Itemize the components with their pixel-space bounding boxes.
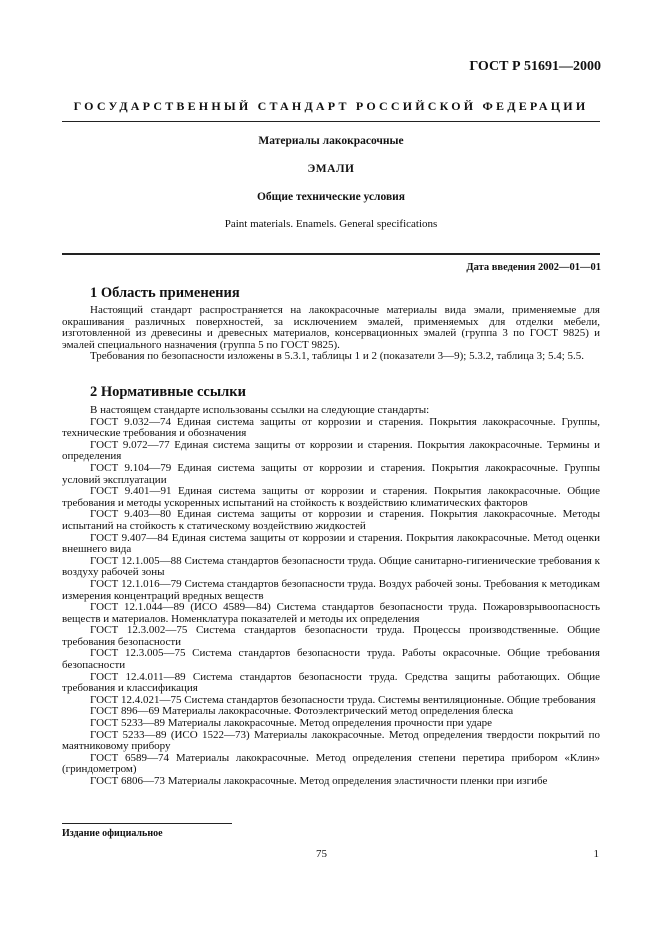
state-standard-title: ГОСУДАРСТВЕННЫЙ СТАНДАРТ РОССИЙСКОЙ ФЕДЕРАЦИИ (73, 99, 589, 113)
reference-item: ГОСТ 896—69 Материалы лакокрасочные. Фотоэлектрический метод определения блеска (90, 705, 514, 718)
reference-item: ГОСТ 5233—89 (ИСО 1522—73) Материалы лакокрасочные. Метод определения твердости покрытий по маятниковому прибору (62, 728, 600, 753)
reference-item: ГОСТ 12.4.021—75 Система стандартов безопасности труда. Системы вентиляционные. Общие требования (90, 693, 596, 706)
footer-rule (62, 823, 232, 824)
section-2-heading: 2 Нормативные ссылки (90, 384, 246, 400)
paragraph: Настоящий стандарт распространяется на лакокрасочные материалы вида эмали, применяемые для окрашивания различных поверхностей, за исключением эмалей, применяемых для отделки мебели, изготовленной из древесины и древесных материалов, консервационных эмалей (группа 3 по ГОСТ 9825) и эмалей специального назначения (группа 5 по ГОСТ 9825). (62, 304, 600, 351)
reference-item: ГОСТ 12.4.011—89 Система стандартов безопасности труда. Средства защиты работающих. Общие требования и классификация (62, 670, 600, 695)
section-1-heading: 1 Область применения (90, 285, 240, 301)
title-enamels: ЭМАЛИ (307, 163, 355, 175)
reference-item: ГОСТ 12.1.016—79 Система стандартов безопасности труда. Воздух рабочей зоны. Требования к методикам измерения концентраций вредных веществ (62, 577, 600, 602)
reference-item: ГОСТ 12.3.002—75 Система стандартов безопасности труда. Процессы производственные. Общие требования безопасности (62, 624, 600, 648)
introduction-date: Дата введения 2002—01—01 (466, 262, 601, 273)
title-english: Paint materials. Enamels. General specifications (224, 218, 438, 230)
gost-code: ГОСТ Р 51691—2000 (469, 59, 601, 74)
reference-item: ГОСТ 9.407—84 Единая система защиты от коррозии и старения. Покрытия лакокрасочные. Метод оценки внешнего вида (62, 531, 600, 556)
page-number: 75 (316, 848, 327, 860)
reference-item: ГОСТ 6589—74 Материалы лакокрасочные. Метод определения степени перетира прибором «Клин» (гриндометром) (62, 751, 600, 776)
paragraph: В настоящем стандарте использованы ссылки на следующие стандарты: (90, 404, 430, 416)
reference-item: ГОСТ 12.3.005—75 Система стандартов безопасности труда. Работы окрасочные. Общие требования безопасности (62, 647, 600, 672)
title-materials: Материалы лакокрасочные (258, 135, 404, 147)
title-general-conditions: Общие технические условия (256, 191, 406, 203)
reference-item: ГОСТ 12.1.044—89 (ИСО 4589—84) Система стандартов безопасности труда. Пожаровзрывоопасность веществ и материалов. Номенклатура показателей и методы их определения (62, 601, 600, 625)
header-rule (62, 121, 600, 122)
sheet-number: 1 (593, 848, 599, 860)
reference-item: ГОСТ 9.401—91 Единая система защиты от коррозии и старения. Покрытия лакокрасочные. Общие требования и методы ускоренных испытаний на стойкость к воздействию климатических факторов (62, 485, 600, 509)
reference-item: ГОСТ 9.104—79 Единая система защиты от коррозии и старения. Покрытия лакокрасочные. Группы условий эксплуатации (62, 461, 600, 486)
edition-label: Издание официальное (62, 828, 163, 839)
reference-item: ГОСТ 9.072—77 Единая система защиты от коррозии и старения. Покрытия лакокрасочные. Термины и определения (62, 438, 600, 463)
section-2-body (62, 405, 600, 788)
reference-item: ГОСТ 9.032—74 Единая система защиты от коррозии и старения. Покрытия лакокрасочные. Группы, технические требования и обозначения (62, 415, 600, 440)
reference-item: ГОСТ 5233—89 Материалы лакокрасочные. Метод определения прочности при ударе (90, 717, 493, 730)
section-1-body (62, 305, 600, 363)
reference-item: ГОСТ 9.403—80 Единая система защиты от коррозии и старения. Покрытия лакокрасочные. Методы испытаний на стойкость к статическому воздействию жидкостей (62, 508, 600, 532)
reference-item: ГОСТ 6806—73 Материалы лакокрасочные. Метод определения эластичности пленки при изгибе (90, 775, 548, 787)
paragraph: Требования по безопасности изложены в 5.3.1, таблицы 1 и 2 (показатели 3—9); 5.3.2, таблица 3; 5.4; 5.5. (90, 350, 585, 363)
title-rule (62, 253, 600, 255)
reference-item: ГОСТ 12.1.005—88 Система стандартов безопасности труда. Общие санитарно-гигиенические требования к воздуху рабочей зоны (62, 554, 600, 579)
